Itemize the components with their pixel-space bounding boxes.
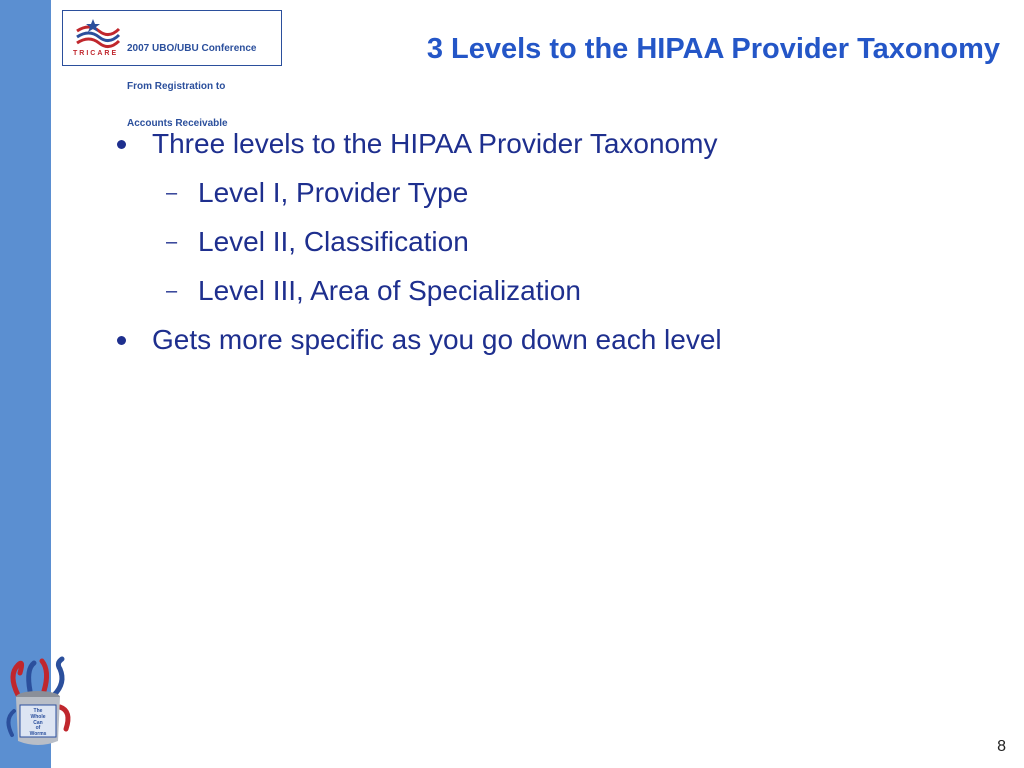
sub-bullet-item-1 <box>114 173 722 213</box>
svg-text:of: of <box>35 725 41 731</box>
sub-bullet-text: Level II, Classification <box>198 226 469 257</box>
conference-line-3: Accounts Receivable <box>127 118 228 129</box>
whole-can-of-worms-logo-icon <box>4 655 74 750</box>
sub-bullet-text: Level III, Area of Specialization <box>198 275 581 306</box>
bullet-dot-icon <box>117 140 126 149</box>
bullet-item-1 <box>114 124 722 164</box>
svg-text:TRICARE: TRICARE <box>73 50 119 57</box>
svg-text:Whole: Whole <box>30 714 46 720</box>
dash-icon: – <box>166 231 178 253</box>
svg-text:Worms: Worms <box>29 731 47 737</box>
slide-title: 3 Levels to the HIPAA Provider Taxonomy <box>426 33 1000 65</box>
svg-text:Can: Can <box>33 720 43 726</box>
dash-icon: – <box>166 182 178 204</box>
bullet-text: Three levels to the HIPAA Provider Taxonomy <box>152 128 718 159</box>
svg-text:The: The <box>33 708 43 714</box>
sub-bullet-item-3 <box>114 271 722 311</box>
bullet-dot-icon <box>117 336 126 345</box>
conference-line-2: From Registration to <box>127 80 226 92</box>
dash-icon: – <box>166 280 178 302</box>
sub-bullet-text: Level I, Provider Type <box>198 177 469 208</box>
bullet-text: Gets more specific as you go down each level <box>152 324 722 355</box>
sidebar-stripe <box>0 0 51 768</box>
bullet-item-2 <box>114 320 722 360</box>
bullet-list <box>114 124 722 369</box>
page-number: 8 <box>997 738 1006 755</box>
sub-bullet-item-2 <box>114 222 722 262</box>
tricare-logo-icon <box>69 17 121 59</box>
conference-header <box>62 10 282 129</box>
conference-line-1: 2007 UBO/UBU Conference <box>127 43 257 54</box>
